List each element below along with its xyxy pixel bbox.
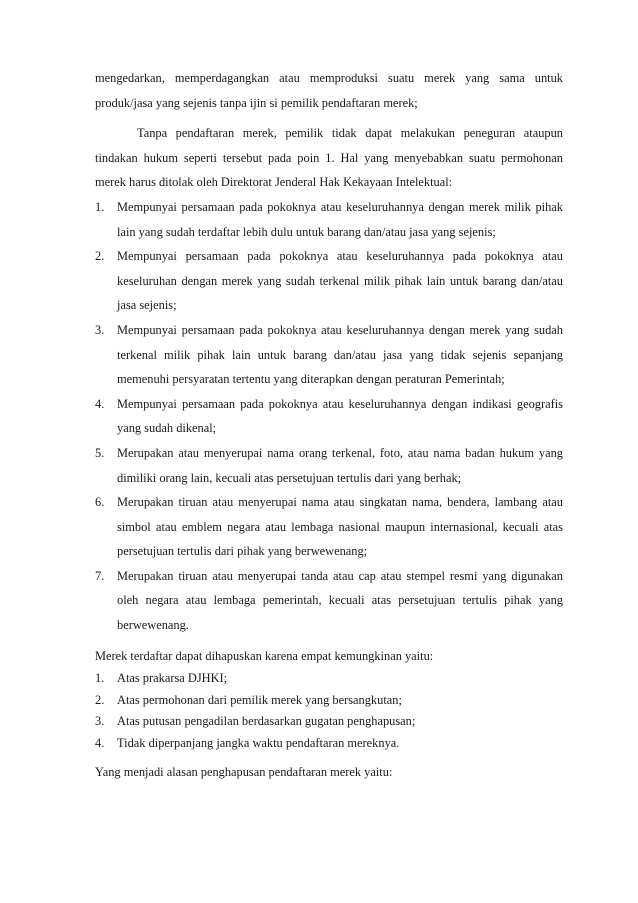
list-text: Merupakan tiruan atau menyerupai tanda atau cap atau stempel resmi yang digunakan oleh negara atau lembaga pemerintah, kecuali atas persetujuan tertulis pihak yang berwewenang. [117, 568, 563, 633]
list-item [95, 711, 563, 733]
paragraph-removal-reasons: Yang menjadi alasan penghapusan pendaftaran merek yaitu: [95, 765, 393, 780]
rejection-reasons-list [95, 195, 563, 638]
list-text: Mempunyai persamaan pada pokoknya atau keseluruhannya dengan merek milik pihak lain yang sudah terdaftar lebih dulu untuk barang dan/atau jasa yang sejenis; [117, 199, 563, 239]
list-number: 4. [95, 396, 105, 411]
list-number: 3. [95, 322, 105, 337]
paragraph-continuation: mengedarkan, memperdagangkan atau memproduksi suatu merek yang sama untuk produk/jasa yang sejenis tanpa ijin si pemilik pendaftaran merek; [95, 71, 563, 110]
list-item [95, 244, 563, 318]
list-number: 4. [95, 735, 105, 750]
list-number: 5. [95, 445, 105, 460]
list-item [95, 318, 563, 392]
list-number: 1. [95, 671, 105, 686]
list-number: 6. [95, 495, 105, 510]
list-text: Mempunyai persamaan pada pokoknya atau keseluruhannya dengan merek yang sudah terkenal milik pihak lain untuk barang dan/atau jasa yang tidak sejenis sepanjang memenuhi persyaratan tertentu yang diterapkan dengan peraturan Pemerintah; [117, 322, 563, 387]
list-text: Atas permohonan dari pemilik merek yang bersangkutan; [117, 692, 402, 707]
list-item [95, 490, 563, 564]
paragraph-intro: Tanpa pendaftaran merek, pemilik tidak dapat melakukan peneguran ataupun tindakan hukum seperti tersebut pada poin 1. Hal yang menyebabkan suatu permohonan merek harus ditolak oleh Direktorat Jenderal Hak Kekayaan Intelektual: [95, 126, 563, 190]
list-text: Merupakan tiruan atau menyerupai nama atau singkatan nama, bendera, lambang atau simbol atau emblem negara atau lembaga nasional maupun internasional, kecuali atas persetujuan tertulis dari pihak yang berwewenang; [117, 495, 563, 559]
list-text: Merupakan atau menyerupai nama orang terkenal, foto, atau nama badan hukum yang dimiliki orang lain, kecuali atas persetujuan tertulis dari yang berhak; [117, 445, 563, 485]
list-text: Atas prakarsa DJHKI; [117, 671, 228, 686]
paragraph-removal-intro: Merek terdaftar dapat dihapuskan karena empat kemungkinan yaitu: [95, 648, 434, 663]
list-text: Atas putusan pengadilan berdasarkan gugatan penghapusan; [117, 714, 416, 729]
list-text: Mempunyai persamaan pada pokoknya atau keseluruhannya dengan indikasi geografis yang sudah dikenal; [117, 396, 563, 436]
list-text: Tidak diperpanjang jangka waktu pendaftaran mereknya. [117, 735, 400, 750]
list-number: 2. [95, 249, 105, 264]
list-item [95, 564, 563, 638]
list-text: Mempunyai persamaan pada pokoknya atau keseluruhannya pada pokoknya atau keseluruhan dengan merek yang sudah terkenal milik pihak lain untuk barang dan/atau jasa sejenis; [117, 249, 563, 313]
list-number: 7. [95, 568, 105, 583]
document-page [95, 66, 563, 785]
list-item [95, 668, 563, 690]
list-item [95, 441, 563, 490]
list-number: 1. [95, 199, 105, 214]
list-number: 3. [95, 714, 105, 729]
list-item [95, 733, 563, 755]
list-item [95, 195, 563, 244]
removal-causes-list [95, 668, 563, 754]
list-item [95, 690, 563, 712]
list-item [95, 392, 563, 441]
list-number: 2. [95, 692, 105, 707]
